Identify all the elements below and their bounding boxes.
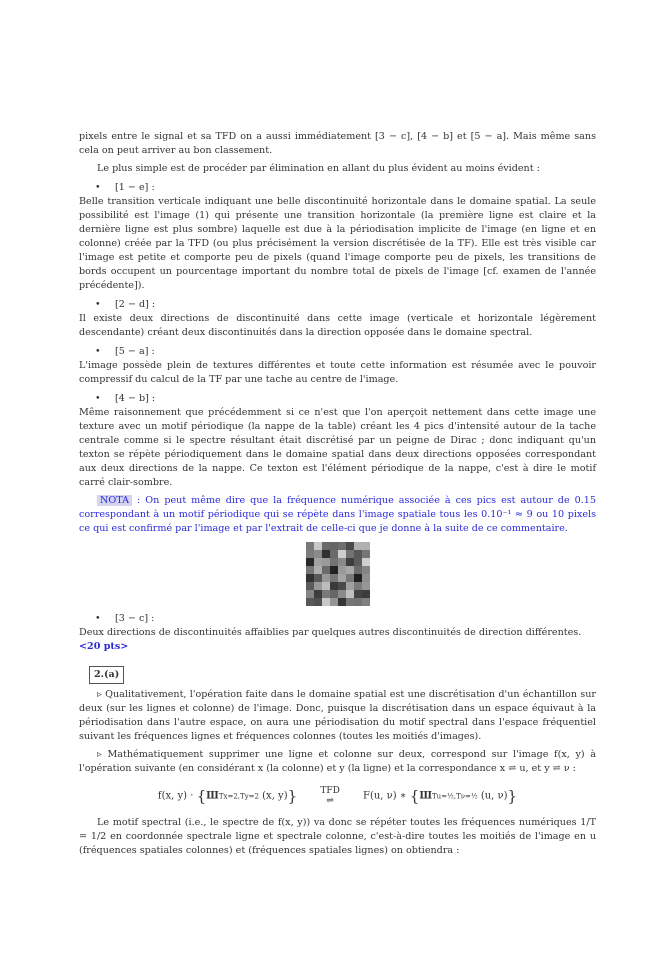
- equation-right-arg: (u, ν): [477, 790, 508, 802]
- bullet-text: Même raisonnement que précédemment si ce n'est que l'on aperçoit nettement dans cette image une texture avec un motif périodique (la nappe de la table) créant les 4 pics d'intensité autour de la tache centrale comme si le spectre résultant était discrétisé par un peigne de Dirac ; donc indiquant qu'un texton se répète périodiquement dans le domaine spatial dans deux directions opposées correspondant aux deux directions de la nappe. Ce texton est l'élément périodique de la nappe, c'est à dire le motif carré clair-sombre.: [79, 407, 596, 488]
- elimination-paragraph: Le plus simple est de procéder par élimination en allant du plus évident au moins évident :: [97, 163, 540, 174]
- sha-symbol: Ш: [206, 790, 219, 802]
- sha-symbol: Ш: [419, 790, 433, 802]
- nota-paragraph: [79, 494, 596, 536]
- bullet-item: [95, 298, 596, 312]
- section-heading: 2.(a): [89, 666, 124, 684]
- bullet-label: [1 − e] :: [115, 182, 155, 193]
- math-paragraph: ▹ Mathématiquement supprimer une ligne et colonne sur deux, correspond sur l'image f(x, y) à l'opération suivante (en considérant x (la colonne) et y (la ligne) et la correspondance x ⇌ u, et y ⇌ ν :: [79, 749, 596, 774]
- points-label: <20 pts>: [79, 641, 129, 652]
- bullet-icon: •: [95, 393, 101, 404]
- bullet-label: [5 − a] :: [115, 346, 155, 357]
- bullet-item: [95, 345, 596, 359]
- page-content: [79, 130, 596, 858]
- bullet-text: Deux directions de discontinuités affaiblies par quelques autres discontinuités de direction différentes.: [79, 627, 582, 638]
- equation: f(x, y) · {ШTx=2,Ty=2 (x, y)} TFD ⇌ F(u, ν) ∗ {ШTu=½,Tν=½ (u, ν)}: [157, 786, 518, 806]
- bullet-item: [95, 181, 596, 195]
- bullet-item: [95, 612, 596, 626]
- bullet-text: L'image possède plein de textures différentes et toute cette information est résumée avec le pouvoir compressif du calcul de la TF par une tache au centre de l'image.: [79, 360, 596, 385]
- equation-left-sub: Tx=2,Ty=2: [218, 792, 259, 801]
- texture-extract-image: [306, 542, 370, 606]
- bullet-icon: •: [95, 346, 101, 357]
- equation-right-sub: Tu=½,Tν=½: [432, 792, 478, 801]
- bullet-label: [2 − d] :: [115, 299, 156, 310]
- equation-left-arg: (x, y): [258, 790, 288, 802]
- equation-right: F(u, ν) ∗: [363, 790, 407, 802]
- nota-label: NOTA: [97, 495, 132, 506]
- bullet-icon: •: [95, 299, 101, 310]
- nota-text: : On peut même dire que la fréquence numérique associée à ces pics est autour de 0.15 correspondant à un motif périodique qui se répète dans l'image spatiale tous les 0.10⁻¹ ≈ 9 ou 10 pixels ce qui est confirmé par l'image et par l'extrait de celle-ci que je donne à la suite de ce commentaire.: [79, 495, 596, 534]
- qualitative-paragraph: ▹ Qualitativement, l'opération faite dans le domaine spatial est une discrétisation d'un échantillon sur deux (sur les lignes et colonne) de l'image. Donc, puisque la discrétisation dans un espace équivaut à la périodisation dans l'autre espace, on aura une périodisation du motif spectral dans l'espace fréquentiel suivant les fréquences lignes et fréquences colonnes (toutes les moitiés d'images).: [79, 689, 596, 742]
- bullet-label: [4 − b] :: [115, 393, 156, 404]
- bullet-icon: •: [95, 613, 101, 624]
- bullet-text: Belle transition verticale indiquant une belle discontinuité horizontale dans le domaine spatial. La seule possibilité est l'image (1) qui présente une transition horizontale (la première ligne est claire et la dernière ligne est plus sombre) laquelle est due à la périodisation implicite de l'image (en ligne et en colonne) créée par la TFD (ou plus précisément la version discrétisée de la TF). Elle est très visible car l'image est petite et comporte peu de pixels (quand l'image comporte peu de pixels, les transitions de bords occupent un pourcentage important du nombre total de pixels de l'image [cf. examen de l'année précédente]).: [79, 196, 596, 291]
- bullet-item: [95, 392, 596, 406]
- tfd-arrow: TFD ⇌: [320, 786, 340, 806]
- bullet-label: [3 − c] :: [115, 613, 155, 624]
- bullet-text: Il existe deux directions de discontinuité dans cette image (verticale et horizontale légèrement descendante) créant deux discontinuités dans la direction opposée dans le domaine spectral.: [79, 313, 596, 338]
- final-paragraph: Le motif spectral (i.e., le spectre de f(x, y)) va donc se répéter toutes les fréquences numériques 1/T = 1/2 en coordonnée spectrale ligne et spectrale colonne, c'est-à-dire toutes les moitiés de l'image en u (fréquences spatiales colonnes) et (fréquences spatiales lignes) on obtiendra :: [79, 817, 596, 856]
- equation-left: f(x, y) ·: [157, 790, 194, 802]
- intro-paragraph: pixels entre le signal et sa TFD on a aussi immédiatement [3 − c], [4 − b] et [5 − a]. Mais même sans cela on peut arriver au bon classement.: [79, 131, 596, 156]
- bullet-icon: •: [95, 182, 101, 193]
